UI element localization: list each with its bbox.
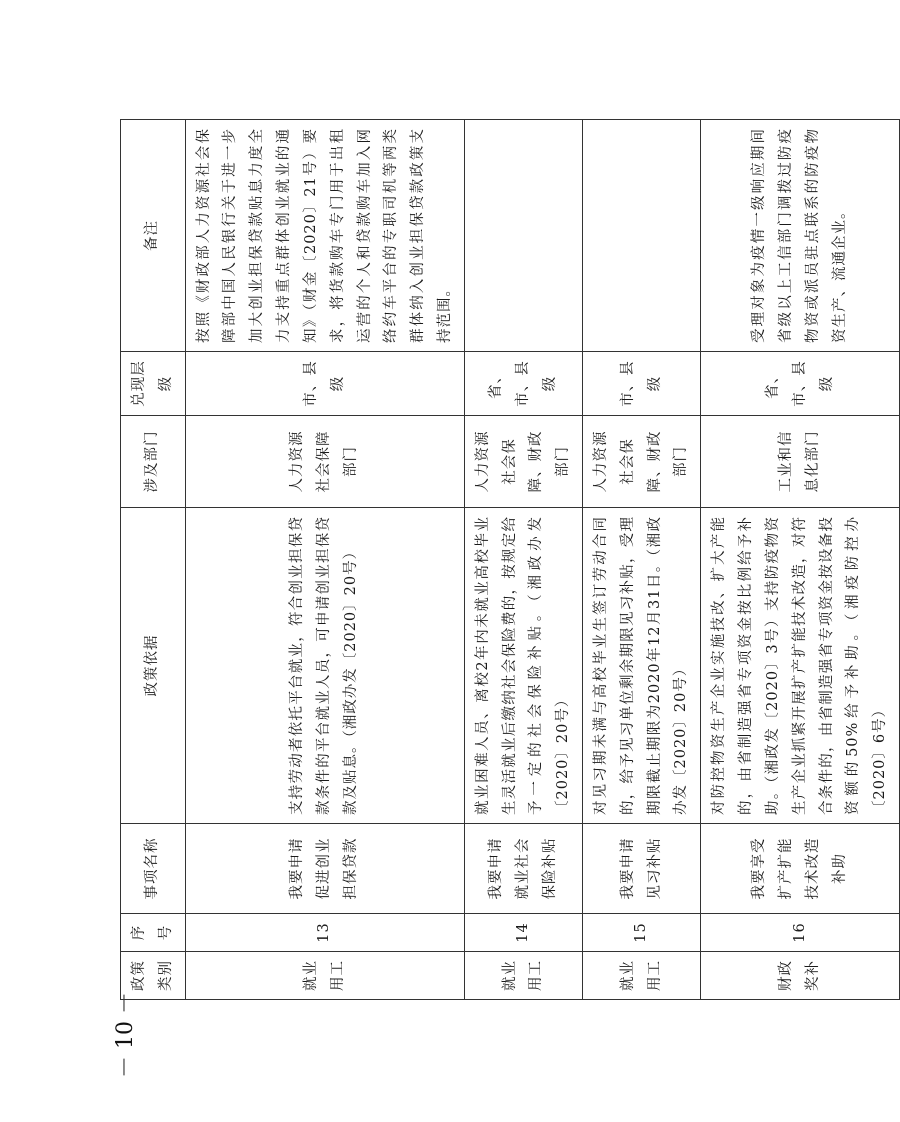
row-notes — [583, 120, 701, 352]
table-header-row — [121, 120, 186, 1000]
table-row — [185, 120, 464, 1000]
row-level: 省、市、县级 — [464, 352, 582, 416]
row-basis: 对见习期未满与高校毕业生签订劳动合同的，给予见习单位剩余期限见习补贴，受理期限截止期限为2020年12月31日。（湘政办发〔2020〕20号） — [583, 508, 701, 824]
row-item-name: 我要申请促进创业担保贷款 — [185, 824, 464, 914]
row-seq: 14 — [464, 914, 582, 952]
row-notes: 按照《财政部人力资源社会保障部中国人民银行关于进一步加大创业担保贷款贴息力度全力支持重点群体创业就业的通知》（财金〔2020〕21号）要求，将货款购车专门用于出租运营的个人和贷款购车加入网络约车平台的专职司机等两类群体纳入创业担保贷款政策支持范围。 — [185, 120, 464, 352]
header-notes: 备注 — [121, 120, 186, 352]
row-category: 就业用工 — [464, 952, 582, 1000]
row-level: 市、县级 — [583, 352, 701, 416]
page-number: － 10 － — [113, 992, 138, 1078]
table-row — [464, 120, 582, 1000]
row-item-name: 我要申请就业社会保险补贴 — [464, 824, 582, 914]
header-category: 政策类别 — [121, 952, 186, 1000]
row-seq: 13 — [185, 914, 464, 952]
row-category: 财政奖补 — [701, 952, 900, 1000]
row-basis: 对防控物资生产企业实施技改、扩大产能的，由省制造强省专项资金按比例给予补助。（湘政发〔2020〕3号）支持防疫物资生产企业抓紧开展扩产扩能技术改造，对符合条件的，由省制造强省专项资金按设备投资额的50%给予补助。（湘疫防控办〔2020〕6号） — [701, 508, 900, 824]
table-row — [583, 120, 701, 1000]
row-category: 就业用工 — [583, 952, 701, 1000]
policy-table-rotated — [120, 120, 889, 1000]
row-level: 省、市、县级 — [701, 352, 900, 416]
row-basis: 支持劳动者依托平台就业，符合创业担保贷款条件的平台就业人员，可申请创业担保贷款及贴息。（湘政办发〔2020〕20号） — [185, 508, 464, 824]
row-department: 人力资源社会保障、财政部门 — [583, 416, 701, 508]
row-notes — [464, 120, 582, 352]
header-level: 兑现层级 — [121, 352, 186, 416]
header-item-name: 事项名称 — [121, 824, 186, 914]
row-category: 就业用工 — [185, 952, 464, 1000]
row-item-name: 我要享受扩产扩能技术改造补助 — [701, 824, 900, 914]
row-item-name: 我要申请见习补贴 — [583, 824, 701, 914]
row-level: 市、县级 — [185, 352, 464, 416]
row-seq: 16 — [701, 914, 900, 952]
header-basis: 政策依据 — [121, 508, 186, 824]
header-seq: 序号 — [121, 914, 186, 952]
header-department: 涉及部门 — [121, 416, 186, 508]
row-notes: 受理对象为疫情一级响应期间省级以上工信部门调拨过防疫物资或派员驻点联系的防疫物资生产、流通企业。 — [701, 120, 900, 352]
policy-table — [120, 119, 900, 1000]
row-seq: 15 — [583, 914, 701, 952]
table-row — [701, 120, 900, 1000]
row-department: 人力资源社会保障部门 — [185, 416, 464, 508]
row-department: 人力资源社会保障、财政部门 — [464, 416, 582, 508]
row-department: 工业和信息化部门 — [701, 416, 900, 508]
row-basis: 就业困难人员、离校2年内未就业高校毕业生灵活就业后缴纳社会保险费的，按规定给予一定的社会保险补贴。（湘政办发〔2020〕20号） — [464, 508, 582, 824]
